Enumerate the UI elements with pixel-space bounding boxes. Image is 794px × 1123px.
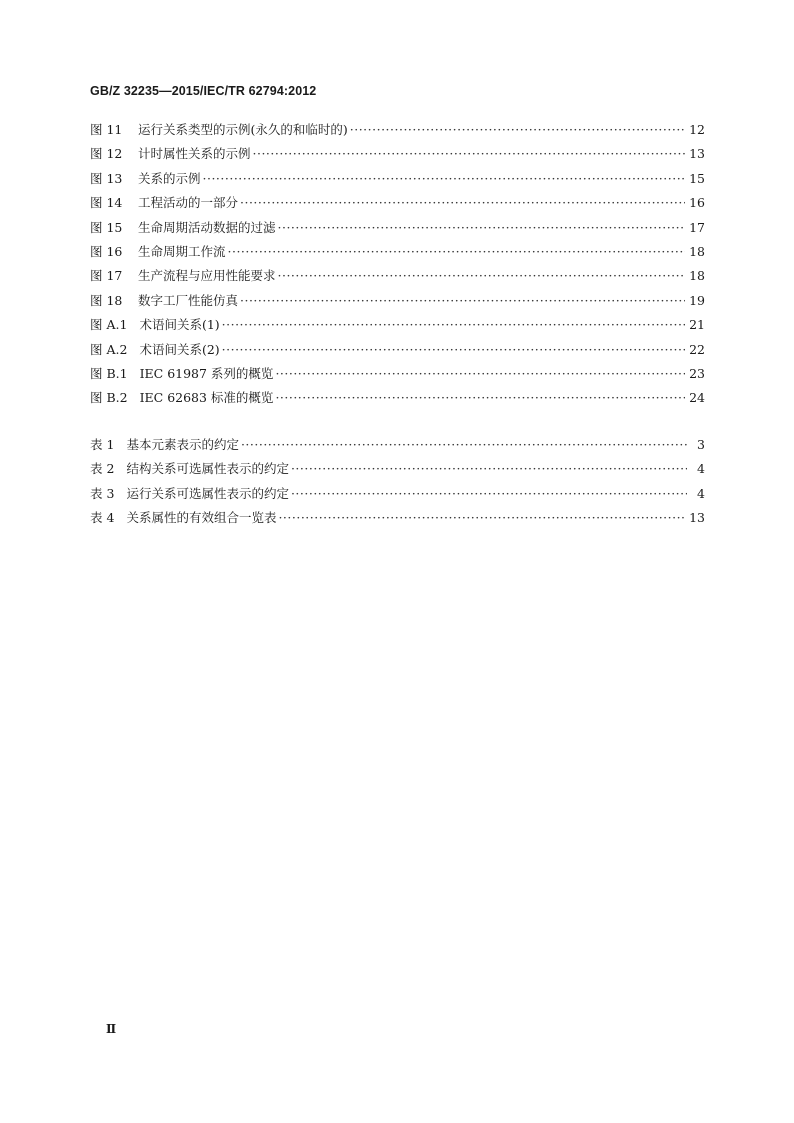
toc-entry: [90, 482, 705, 506]
leader-dots: [278, 264, 686, 288]
entry-page: 4: [697, 485, 705, 501]
page-folio: Ⅱ: [106, 1022, 117, 1036]
entry-title: 结构关系可选属性表示的约定: [126, 461, 289, 477]
entry-page: 3: [697, 437, 705, 452]
entry-page: 12: [689, 122, 705, 137]
entry-title: IEC 61987 系列的概览: [139, 365, 274, 381]
entry-title: 术语间关系(1): [139, 317, 220, 333]
entry-title: 运行关系可选属性表示的约定: [126, 485, 289, 501]
toc-entry: [90, 338, 705, 362]
entry-page: 18: [689, 243, 705, 259]
toc-entry: [90, 313, 705, 337]
figure-list: [90, 118, 705, 411]
toc-entry: [90, 506, 705, 530]
entry-number: 图 15: [90, 219, 123, 235]
entry-title: 运行关系类型的示例(永久的和临时的): [138, 122, 348, 137]
leader-dots: [278, 216, 686, 240]
toc-entry: [90, 386, 705, 410]
entry-title: 关系属性的有效组合一览表: [126, 510, 277, 526]
leader-dots: [291, 457, 687, 481]
leader-dots: [275, 386, 685, 410]
entry-number: 图 A.1: [90, 317, 128, 333]
entry-number: 表 2: [90, 461, 115, 477]
entry-page: 23: [689, 365, 705, 381]
toc-entry: [90, 216, 705, 240]
leader-dots: [203, 167, 686, 191]
entry-title: 工程活动的一部分: [138, 195, 239, 211]
entry-page: 16: [689, 195, 705, 211]
entry-number: 图 A.2: [90, 341, 128, 357]
entry-title: IEC 62683 标准的概览: [139, 390, 274, 406]
leader-dots: [228, 240, 686, 264]
entry-number: 图 11: [90, 122, 123, 137]
entry-number: 图 B.1: [90, 365, 128, 381]
entry-page: 19: [689, 292, 705, 308]
toc-entry: [90, 289, 705, 313]
toc-entry: [90, 240, 705, 264]
entry-title: 生命周期工作流: [138, 243, 226, 259]
leader-dots: [278, 506, 685, 530]
leader-dots: [275, 362, 685, 386]
toc-entry: [90, 433, 705, 457]
entry-page: 15: [689, 170, 705, 186]
entry-title: 术语间关系(2): [139, 341, 220, 357]
toc-entry: [90, 362, 705, 386]
entry-page: 18: [689, 268, 705, 284]
leader-dots: [253, 142, 686, 166]
entry-page: 13: [689, 510, 705, 526]
entry-number: 图 12: [90, 146, 123, 162]
toc-entry: [90, 142, 705, 166]
toc-entry: [90, 457, 705, 481]
leader-dots: [350, 118, 685, 142]
entry-number: 图 14: [90, 195, 123, 211]
leader-dots: [241, 433, 687, 457]
entry-page: 17: [689, 219, 705, 235]
entry-number: 图 17: [90, 268, 123, 284]
entry-number: 表 3: [90, 485, 115, 501]
entry-title: 生产流程与应用性能要求: [138, 268, 276, 284]
entry-page: 24: [689, 390, 705, 406]
leader-dots: [222, 313, 685, 337]
entry-title: 关系的示例: [138, 170, 201, 186]
entry-page: 4: [697, 461, 705, 477]
entry-title: 生命周期活动数据的过滤: [138, 219, 276, 235]
entry-page: 21: [689, 317, 705, 333]
entry-number: 表 1: [90, 437, 115, 452]
toc-entry: [90, 118, 705, 142]
entry-page: 22: [689, 341, 705, 357]
entry-number: 图 16: [90, 243, 123, 259]
entry-page: 13: [689, 146, 705, 162]
table-list: [90, 433, 705, 531]
leader-dots: [291, 482, 687, 506]
entry-title: 数字工厂性能仿真: [138, 292, 239, 308]
document-header: GB/Z 32235—2015/IEC/TR 62794:2012: [90, 84, 317, 98]
toc-entry: [90, 191, 705, 215]
entry-number: 图 18: [90, 292, 123, 308]
leader-dots: [240, 191, 685, 215]
leader-dots: [222, 338, 685, 362]
toc-entry: [90, 167, 705, 191]
entry-title: 基本元素表示的约定: [126, 437, 239, 452]
entry-number: 表 4: [90, 510, 115, 526]
entry-number: 图 B.2: [90, 390, 128, 406]
entry-number: 图 13: [90, 170, 123, 186]
leader-dots: [240, 289, 685, 313]
entry-title: 计时属性关系的示例: [138, 146, 251, 162]
toc-entry: [90, 264, 705, 288]
